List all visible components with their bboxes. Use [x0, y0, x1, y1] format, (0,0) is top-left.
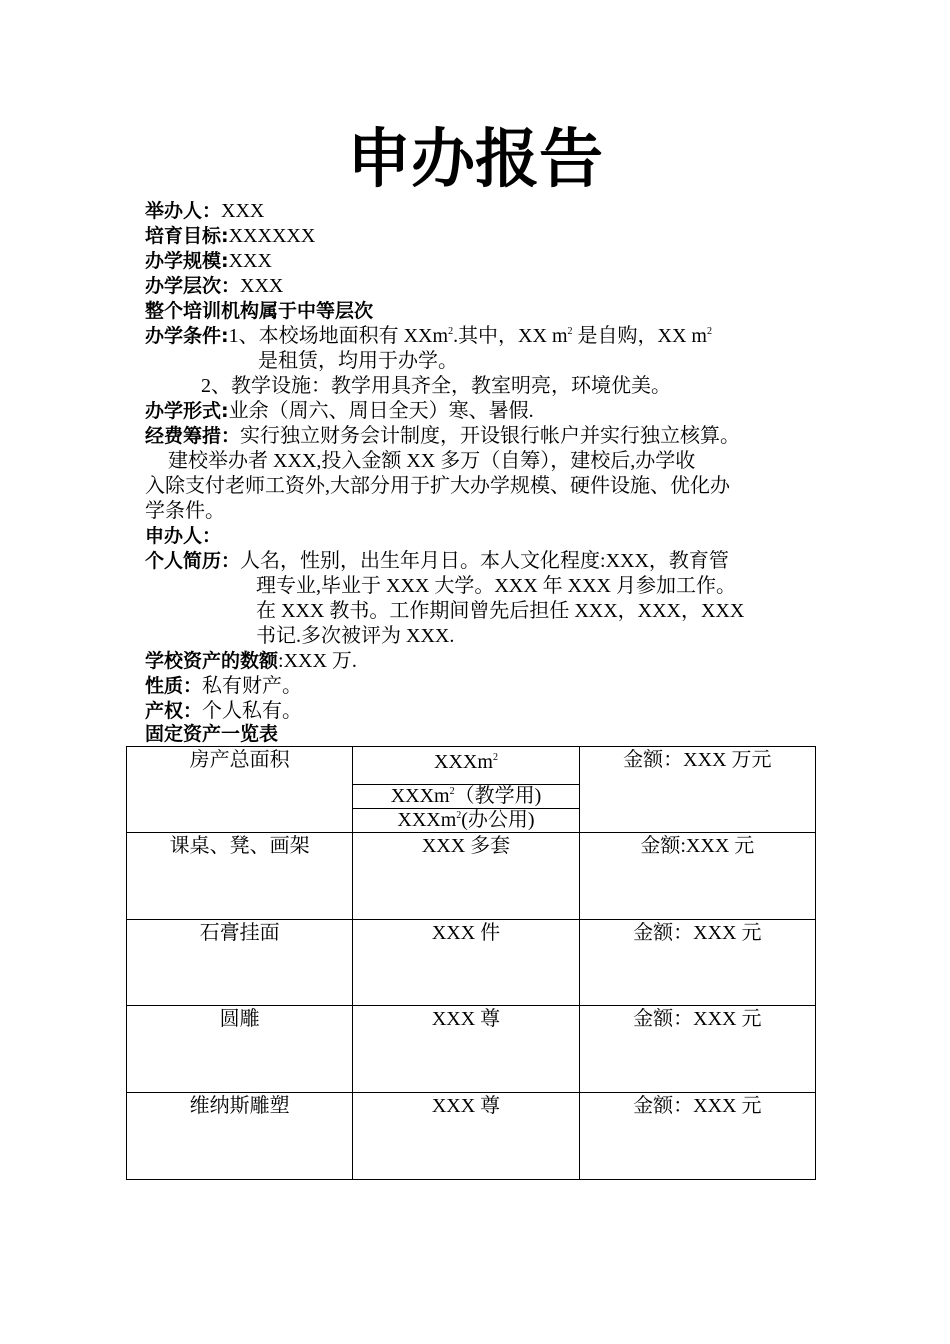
- resume-text-2: 理专业,毕业于 XXX 大学。XXX 年 XXX 月参加工作。: [256, 575, 736, 597]
- table-cell-amount: 金额:XXX 元: [579, 833, 815, 920]
- table-cell-qty: XXX 尊: [353, 1093, 579, 1180]
- table-cell-amount: 金额：XXX 元: [579, 920, 815, 1006]
- table-row: [127, 1006, 816, 1093]
- assets-table: [126, 746, 816, 1180]
- conditions-text-b: .其中，XX m: [453, 325, 568, 347]
- scale-label: 办学规模:: [145, 250, 229, 272]
- resume-text-3: 在 XXX 教书。工作期间曾先后担任 XXX，XXX，XXX: [256, 600, 745, 622]
- level-value: XXX: [240, 275, 284, 297]
- form-line: [145, 399, 534, 424]
- qty-text: XXXm: [390, 785, 450, 807]
- level-line: [145, 274, 283, 299]
- superscript: 2: [706, 326, 712, 337]
- qty-suffix: （教学用): [454, 785, 542, 807]
- superscript: 2: [456, 810, 462, 821]
- conditions-text-a: 1、本校场地面积有 XXm: [228, 325, 449, 347]
- funding-line-3: 入除支付老师工资外,大部分用于扩大办学规模、硬件设施、优化办: [145, 475, 730, 497]
- superscript: 2: [448, 326, 454, 337]
- qty-text: XXXm: [434, 751, 493, 773]
- qty-suffix: (办公用): [461, 809, 535, 831]
- table-row: [127, 1093, 816, 1180]
- table-cell-name: 石膏挂面: [127, 920, 353, 1006]
- superscript: 2: [567, 326, 573, 337]
- funding-line-4: 学条件。: [145, 500, 225, 522]
- organizer-value: XXX: [221, 200, 265, 222]
- table-row: [127, 747, 816, 785]
- table-cell-qty: [353, 747, 579, 785]
- table-cell-qty: XXX 尊: [353, 1006, 579, 1093]
- funding-line: [145, 424, 740, 449]
- table-cell-name: 房产总面积: [127, 747, 353, 833]
- superscript: 2: [492, 752, 498, 763]
- level-label: 办学层次：: [145, 275, 241, 297]
- scale-line: [145, 249, 272, 274]
- table-title: 固定资产一览表: [145, 723, 279, 745]
- form-value: 业余（周六、周日全天）寒、暑假.: [228, 400, 534, 422]
- goal-value: XXXXXX: [228, 225, 316, 247]
- table-cell-qty: XXX 件: [353, 920, 579, 1006]
- superscript: 2: [449, 786, 455, 797]
- nature-value: 私有财产。: [202, 675, 303, 697]
- table-cell-amount: 金额：XXX 元: [579, 1093, 815, 1180]
- qty-text: XXXm: [397, 809, 457, 831]
- goal-line: [145, 224, 315, 249]
- assets-value: :XXX 万.: [278, 650, 357, 672]
- table-cell-qty: XXX 多套: [353, 833, 579, 920]
- resume-text-4: 书记.多次被评为 XXX.: [256, 625, 455, 647]
- organizer-label: 举办人：: [145, 200, 222, 222]
- resume-text-1: 人名，性别，出生年月日。本人文化程度:XXX，教育管: [240, 550, 729, 572]
- property-label: 产权：: [145, 700, 203, 722]
- applicant-label: 申办人：: [145, 525, 222, 547]
- table-cell-amount: 金额：XXX 元: [579, 1006, 815, 1093]
- conditions-line-2: 是租赁，均用于办学。: [258, 350, 458, 372]
- assets-line: [145, 649, 357, 674]
- table-row: [127, 833, 816, 920]
- resume-label: 个人简历：: [145, 550, 241, 572]
- organizer-line: [145, 199, 264, 224]
- table-cell-qty: [353, 809, 579, 833]
- conditions-label: 办学条件:: [145, 325, 229, 347]
- table-cell-amount: 金额：XXX 万元: [579, 747, 815, 833]
- funding-value: 实行独立财务会计制度，开设银行帐户并实行独立核算。: [240, 425, 741, 447]
- conditions-line: [145, 324, 712, 349]
- table-cell-name: 圆雕: [127, 1006, 353, 1093]
- conditions-item-2: 2、教学设施：教学用具齐全，教室明亮，环境优美。: [201, 375, 671, 397]
- nature-line: [145, 674, 302, 699]
- table-cell-name: 维纳斯雕塑: [127, 1093, 353, 1180]
- assets-label: 学校资产的数额: [145, 650, 279, 672]
- table-cell-name: 课桌、凳、画架: [127, 833, 353, 920]
- nature-label: 性质：: [145, 675, 203, 697]
- table-row: [127, 920, 816, 1006]
- level-note: 整个培训机构属于中等层次: [145, 300, 374, 322]
- property-value: 个人私有。: [202, 700, 303, 722]
- form-label: 办学形式:: [145, 400, 229, 422]
- page-title: 申办报告: [347, 123, 603, 197]
- scale-value: XXX: [228, 250, 272, 272]
- table-cell-qty: [353, 785, 579, 809]
- funding-line-2: 建校举办者 XXX,投入金额 XX 多万（自筹），建校后,办学收: [168, 450, 696, 472]
- property-line: [145, 699, 302, 724]
- funding-label: 经费筹措：: [145, 425, 241, 447]
- conditions-text-c: 是自购，XX m: [572, 325, 707, 347]
- resume-line: [145, 549, 729, 574]
- goal-label: 培育目标:: [145, 225, 229, 247]
